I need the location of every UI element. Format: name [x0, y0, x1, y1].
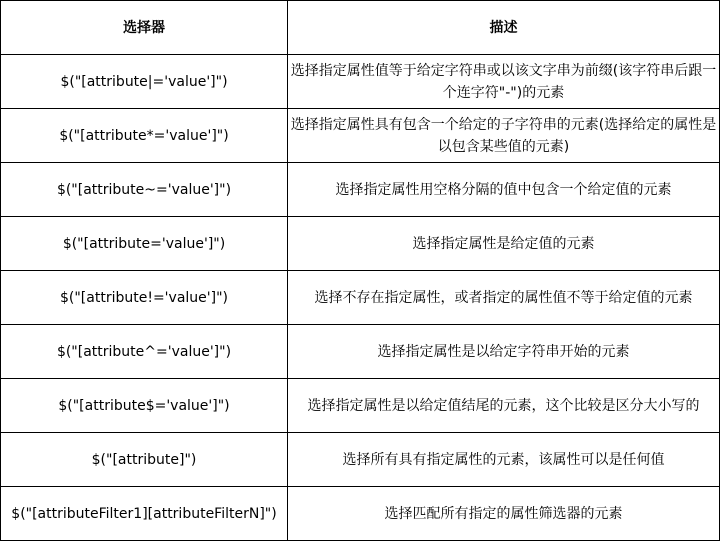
selector-cell: $("[attribute*='value']")	[1, 109, 288, 163]
table-row	[1, 55, 720, 109]
table-row	[1, 163, 720, 217]
table-row	[1, 379, 720, 433]
description-cell: 选择指定属性用空格分隔的值中包含一个给定值的元素	[288, 163, 720, 217]
selector-cell: $("[attribute~='value']")	[1, 163, 288, 217]
selector-cell: $("[attribute|='value']")	[1, 55, 288, 109]
table-row	[1, 217, 720, 271]
description-cell: 选择所有具有指定属性的元素，该属性可以是任何值	[288, 433, 720, 487]
table-row	[1, 109, 720, 163]
table-header-row	[1, 1, 720, 55]
table-row	[1, 433, 720, 487]
header-description: 描述	[288, 1, 720, 55]
description-cell: 选择指定属性是以给定值结尾的元素，这个比较是区分大小写的	[288, 379, 720, 433]
description-cell: 选择指定属性是以给定字符串开始的元素	[288, 325, 720, 379]
description-cell: 选择匹配所有指定的属性筛选器的元素	[288, 487, 720, 541]
selector-cell: $("[attribute^='value']")	[1, 325, 288, 379]
description-cell: 选择指定属性是给定值的元素	[288, 217, 720, 271]
selector-cell: $("[attribute$='value']")	[1, 379, 288, 433]
table-row	[1, 271, 720, 325]
description-cell: 选择指定属性值等于给定字符串或以该文字串为前缀(该字符串后跟一个连字符"-")的元素	[288, 55, 720, 109]
description-cell: 选择不存在指定属性，或者指定的属性值不等于给定值的元素	[288, 271, 720, 325]
selector-cell: $("[attributeFilter1][attributeFilterN]")	[1, 487, 288, 541]
selector-cell: $("[attribute!='value']")	[1, 271, 288, 325]
selector-cell: $("[attribute='value']")	[1, 217, 288, 271]
table-row	[1, 487, 720, 541]
selector-cell: $("[attribute]")	[1, 433, 288, 487]
header-selector: 选择器	[1, 1, 288, 55]
table-row	[1, 325, 720, 379]
description-cell: 选择指定属性具有包含一个给定的子字符串的元素(选择给定的属性是以包含某些值的元素)	[288, 109, 720, 163]
